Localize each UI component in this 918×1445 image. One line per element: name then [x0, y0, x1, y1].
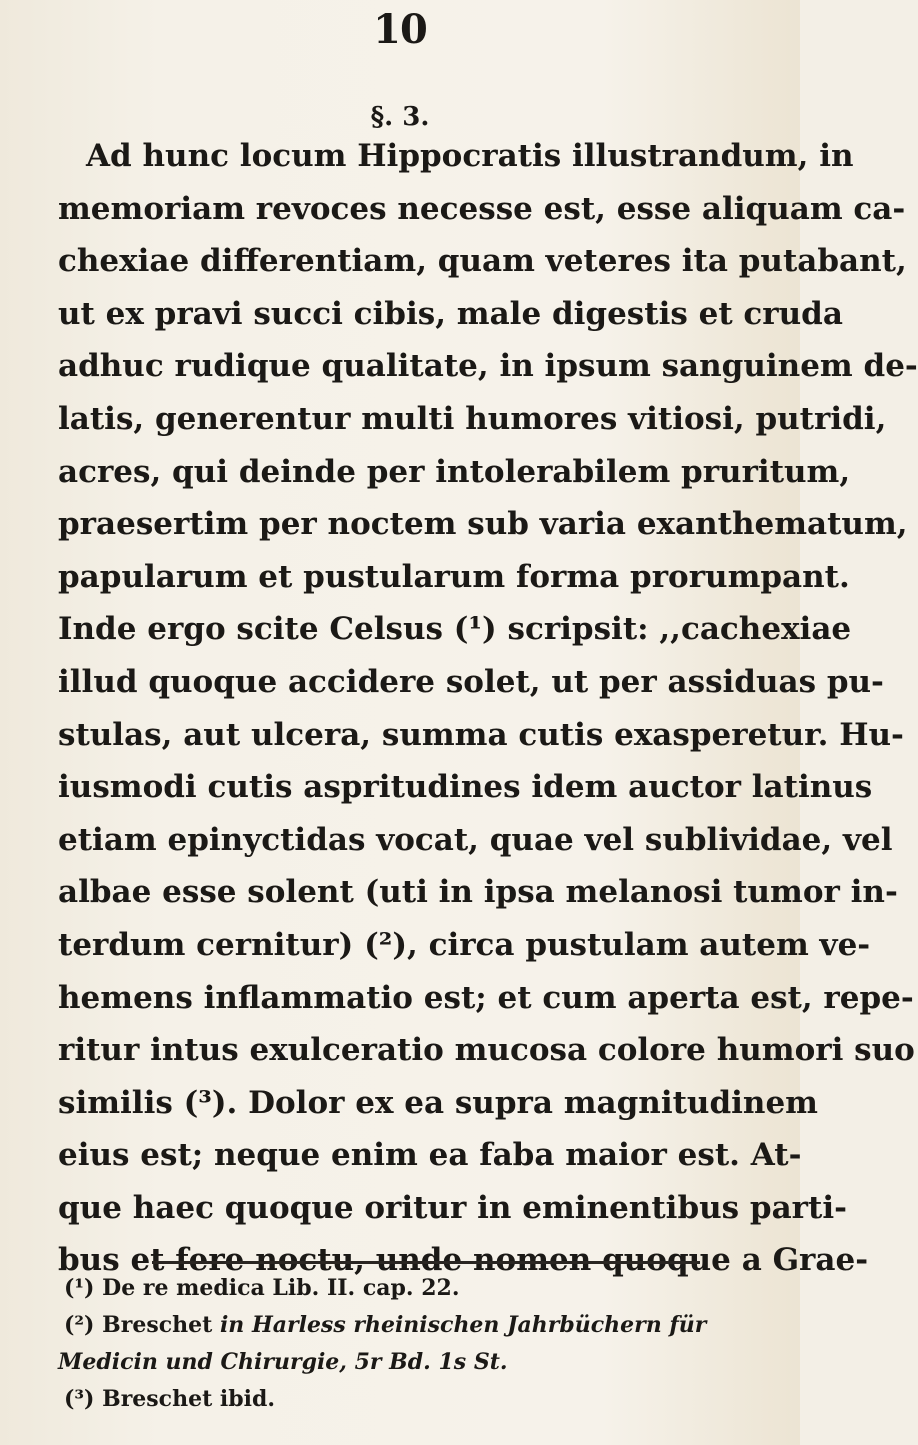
text-line: adhuc rudique qualitate, in ipsum sanguinem de- — [58, 348, 918, 385]
body-text — [58, 130, 918, 1287]
footnote-2-cont-text: Medicin und Chirurgie, 5r Bd. 1s St. — [58, 1349, 508, 1375]
footnote-2 — [58, 1307, 778, 1344]
footnote-2-title: in Harless rheinischen Jahrbüchern für — [219, 1312, 707, 1338]
text-line: que haec quoque oritur in eminentibus parti- — [58, 1189, 847, 1226]
text-line: iusmodi cutis aspritudines idem auctor latinus — [58, 769, 873, 806]
text-line: chexiae differentiam, quam veteres ita putabant, — [58, 243, 907, 280]
text-line: hemens inflammatio est; et cum aperta est, repe- — [58, 979, 914, 1016]
text-line: illud quoque accidere solet, ut per assiduas pu- — [58, 663, 884, 700]
text-line: albae esse solent (uti in ipsa melanosi tumor in- — [58, 874, 898, 911]
footnote-1: (¹) De re medica Lib. II. cap. 22. — [64, 1275, 460, 1301]
text-line: latis, generentur multi humores vitiosi, putridi, — [58, 400, 887, 437]
text-line: Inde ergo scite Celsus (¹) scripsit: ,,cachexiae — [58, 611, 852, 648]
footnote-2-marker: (²) — [64, 1312, 95, 1338]
footnote-3: (³) Breschet ibid. — [64, 1386, 276, 1412]
text-line: Ad hunc locum Hippocratis illustrandum, in — [86, 138, 854, 174]
text-line: eius est; neque enim ea faba maior est. At- — [58, 1137, 802, 1174]
text-line: memoriam revoces necesse est, esse aliquam ca- — [58, 190, 906, 227]
page-number: 10 — [373, 6, 427, 53]
text-line: papularum et pustularum forma prorumpant. — [58, 558, 850, 595]
footnote-2-author: Breschet — [102, 1312, 213, 1338]
text-line: acres, qui deinde per intolerabilem pruritum, — [58, 453, 851, 490]
text-line: ut ex pravi succi cibis, male digestis et cruda — [58, 295, 843, 332]
section-heading: §. 3. — [370, 102, 430, 132]
footnotes — [58, 1270, 778, 1418]
footnote-divider — [152, 1261, 700, 1264]
text-line: etiam epinyctidas vocat, quae vel sublividae, vel — [58, 821, 893, 858]
footnote-2-continuation — [58, 1344, 778, 1381]
text-line: praesertim per noctem sub varia exanthematum, — [58, 506, 908, 543]
text-line: stulas, aut ulcera, summa cutis exasperetur. Hu- — [58, 716, 904, 753]
text-line: similis (³). Dolor ex ea supra magnitudinem — [58, 1084, 818, 1121]
text-line: ritur intus exulceratio mucosa colore humori suo — [58, 1032, 915, 1069]
text-line: terdum cernitur) (²), circa pustulam autem ve- — [58, 926, 871, 963]
text-line: bus et fere noctu, unde nomen quoque a Grae- — [58, 1242, 869, 1279]
